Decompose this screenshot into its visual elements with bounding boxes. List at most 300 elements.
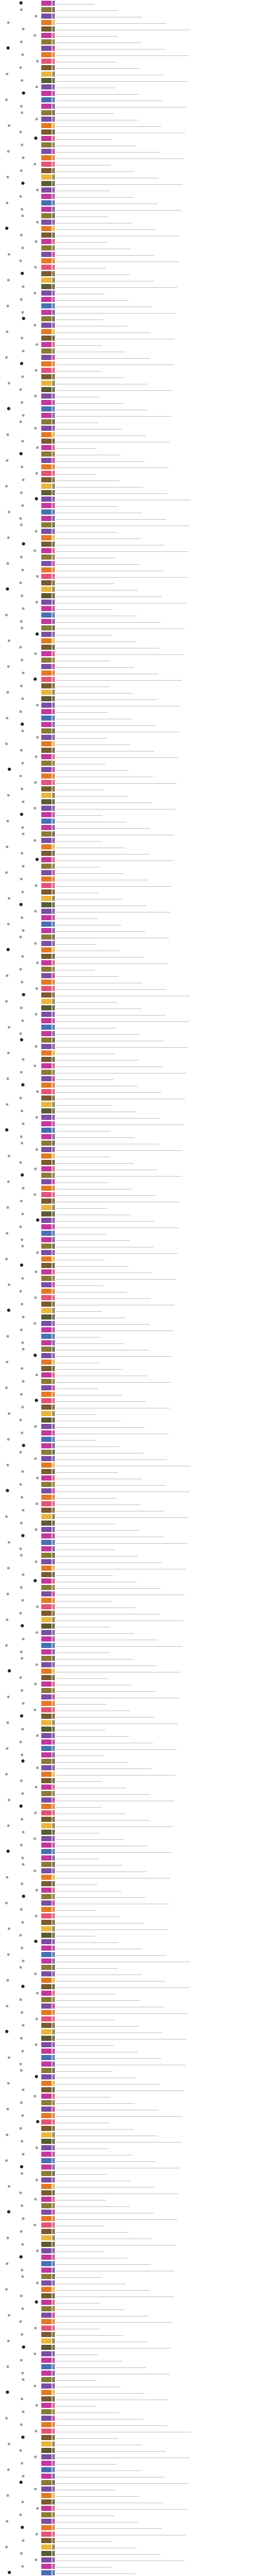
timeline-row[interactable] <box>0 167 278 174</box>
timeline-row[interactable] <box>0 1011 278 1018</box>
timeline-row[interactable] <box>0 2505 278 2512</box>
timeline-row[interactable] <box>0 1765 278 1771</box>
timeline-row[interactable] <box>0 2512 278 2518</box>
timeline-row[interactable] <box>0 721 278 728</box>
timeline-row[interactable] <box>0 399 278 406</box>
timeline-row[interactable] <box>0 927 278 934</box>
timeline-row[interactable] <box>0 1752 278 1758</box>
timeline-row[interactable] <box>0 1443 278 1449</box>
timeline-row[interactable] <box>0 2570 278 2576</box>
timeline-row[interactable] <box>0 1488 278 1494</box>
timeline-row[interactable] <box>0 180 278 187</box>
timeline-row[interactable] <box>0 1037 278 1043</box>
timeline-row[interactable] <box>0 1404 278 1410</box>
timeline-row[interactable] <box>0 1668 278 1674</box>
timeline-row[interactable] <box>0 1938 278 1945</box>
timeline-row[interactable] <box>0 547 278 554</box>
timeline-row[interactable] <box>0 753 278 760</box>
timeline-row[interactable] <box>0 258 278 264</box>
timeline-row[interactable] <box>0 13 278 19</box>
timeline-row[interactable] <box>0 541 278 547</box>
timeline-row[interactable] <box>0 335 278 341</box>
timeline-row[interactable] <box>0 799 278 805</box>
timeline-row[interactable] <box>0 264 278 270</box>
timeline-row[interactable] <box>0 2351 278 2357</box>
timeline-row[interactable] <box>0 213 278 219</box>
timeline-row[interactable] <box>0 1513 278 1520</box>
timeline-row[interactable] <box>0 380 278 386</box>
timeline-row[interactable] <box>0 77 278 84</box>
timeline-row[interactable] <box>0 934 278 940</box>
timeline-row[interactable] <box>0 2531 278 2537</box>
timeline-row[interactable] <box>0 708 278 715</box>
timeline-row[interactable] <box>0 1307 278 1314</box>
timeline-row[interactable] <box>0 605 278 612</box>
timeline-row[interactable] <box>0 509 278 515</box>
timeline-row[interactable] <box>0 2325 278 2331</box>
timeline-row[interactable] <box>0 502 278 509</box>
timeline-row[interactable] <box>0 6 278 13</box>
timeline-row[interactable] <box>0 2035 278 2041</box>
timeline-row[interactable] <box>0 1269 278 1275</box>
timeline-row[interactable] <box>0 1861 278 1868</box>
timeline-row[interactable] <box>0 1681 278 1687</box>
timeline-row[interactable] <box>0 2357 278 2363</box>
timeline-row[interactable] <box>0 1726 278 1732</box>
timeline-row[interactable] <box>0 1803 278 1810</box>
timeline-row[interactable] <box>0 2434 278 2441</box>
timeline-row[interactable] <box>0 747 278 753</box>
timeline-row[interactable] <box>0 2157 278 2164</box>
timeline-row[interactable] <box>0 824 278 831</box>
timeline-row[interactable] <box>0 1462 278 1468</box>
timeline-row[interactable] <box>0 2286 278 2293</box>
timeline-row[interactable] <box>0 882 278 889</box>
timeline-row[interactable] <box>0 438 278 444</box>
timeline-row[interactable] <box>0 908 278 914</box>
timeline-row[interactable] <box>0 2537 278 2544</box>
timeline-row[interactable] <box>0 1739 278 1745</box>
timeline-row[interactable] <box>0 1481 278 1488</box>
timeline-row[interactable] <box>0 921 278 927</box>
timeline-row[interactable] <box>0 1236 278 1243</box>
timeline-row[interactable] <box>0 2164 278 2170</box>
timeline-row[interactable] <box>0 1333 278 1340</box>
timeline-row[interactable] <box>0 2344 278 2351</box>
timeline-row[interactable] <box>0 2029 278 2035</box>
timeline-row[interactable] <box>0 1282 278 1288</box>
timeline-row[interactable] <box>0 386 278 393</box>
timeline-row[interactable] <box>0 1088 278 1095</box>
timeline-row[interactable] <box>0 2280 278 2286</box>
timeline-row[interactable] <box>0 1430 278 1436</box>
timeline-row[interactable] <box>0 444 278 451</box>
timeline-row[interactable] <box>0 2389 278 2396</box>
timeline-row[interactable] <box>0 1359 278 1365</box>
timeline-row[interactable] <box>0 1571 278 1578</box>
timeline-row[interactable] <box>0 1153 278 1159</box>
timeline-row[interactable] <box>0 1790 278 1797</box>
timeline-row[interactable] <box>0 425 278 431</box>
timeline-row[interactable] <box>0 1468 278 1475</box>
timeline-row[interactable] <box>0 2183 278 2190</box>
timeline-row[interactable] <box>0 683 278 689</box>
timeline-row[interactable] <box>0 947 278 953</box>
timeline-row[interactable] <box>0 1990 278 1996</box>
timeline-row[interactable] <box>0 2099 278 2106</box>
timeline-row[interactable] <box>0 1984 278 1990</box>
timeline-row[interactable] <box>0 341 278 348</box>
timeline-row[interactable] <box>0 728 278 734</box>
timeline-row[interactable] <box>0 586 278 592</box>
timeline-row[interactable] <box>0 1874 278 1880</box>
timeline-row[interactable] <box>0 1114 278 1121</box>
timeline-row[interactable] <box>0 419 278 425</box>
timeline-row[interactable] <box>0 2370 278 2376</box>
timeline-row[interactable] <box>0 818 278 824</box>
timeline-row[interactable] <box>0 348 278 354</box>
timeline-row[interactable] <box>0 1539 278 1546</box>
timeline-row[interactable] <box>0 1810 278 1816</box>
timeline-row[interactable] <box>0 831 278 837</box>
timeline-row[interactable] <box>0 1520 278 1526</box>
timeline-row[interactable] <box>0 618 278 625</box>
timeline-row[interactable] <box>0 1636 278 1642</box>
timeline-row[interactable] <box>0 283 278 290</box>
timeline-row[interactable] <box>0 592 278 599</box>
timeline-row[interactable] <box>0 2331 278 2338</box>
timeline-row[interactable] <box>0 483 278 489</box>
timeline-row[interactable] <box>0 2202 278 2209</box>
timeline-row[interactable] <box>0 58 278 64</box>
timeline-row[interactable] <box>0 1211 278 1217</box>
timeline-row[interactable] <box>0 1314 278 1320</box>
timeline-row[interactable] <box>0 309 278 316</box>
timeline-row[interactable] <box>0 1501 278 1507</box>
timeline-row[interactable] <box>0 1063 278 1069</box>
timeline-row[interactable] <box>0 1558 278 1565</box>
timeline-row[interactable] <box>0 638 278 644</box>
timeline-row[interactable] <box>0 1887 278 1893</box>
timeline-row[interactable] <box>0 135 278 142</box>
timeline-row[interactable] <box>0 2041 278 2048</box>
timeline-row[interactable] <box>0 1642 278 1649</box>
timeline-row[interactable] <box>0 238 278 245</box>
timeline-row[interactable] <box>0 1913 278 1919</box>
timeline-row[interactable] <box>0 1977 278 1984</box>
timeline-row[interactable] <box>0 1385 278 1391</box>
timeline-row[interactable] <box>0 1217 278 1224</box>
timeline-row[interactable] <box>0 663 278 670</box>
timeline-row[interactable] <box>0 1352 278 1359</box>
timeline-row[interactable] <box>0 998 278 1005</box>
timeline-row[interactable] <box>0 2428 278 2434</box>
timeline-row[interactable] <box>0 811 278 818</box>
timeline-row[interactable] <box>0 2106 278 2112</box>
timeline-row[interactable] <box>0 528 278 535</box>
timeline-row[interactable] <box>0 2190 278 2196</box>
timeline-row[interactable] <box>0 328 278 335</box>
timeline-row[interactable] <box>0 1771 278 1777</box>
timeline-row[interactable] <box>0 940 278 947</box>
timeline-row[interactable] <box>0 1855 278 1861</box>
timeline-row[interactable] <box>0 1320 278 1327</box>
timeline-row[interactable] <box>0 1288 278 1294</box>
timeline-row[interactable] <box>0 2454 278 2460</box>
timeline-row[interactable] <box>0 1745 278 1752</box>
timeline-row[interactable] <box>0 1494 278 1501</box>
timeline-row[interactable] <box>0 2093 278 2099</box>
timeline-row[interactable] <box>0 895 278 902</box>
timeline-row[interactable] <box>0 1423 278 1430</box>
timeline-row[interactable] <box>0 2145 278 2151</box>
timeline-row[interactable] <box>0 1533 278 1539</box>
timeline-row[interactable] <box>0 515 278 522</box>
timeline-row[interactable] <box>0 914 278 921</box>
timeline-row[interactable] <box>0 2273 278 2280</box>
timeline-row[interactable] <box>0 2499 278 2505</box>
timeline-row[interactable] <box>0 2460 278 2467</box>
timeline-row[interactable] <box>0 869 278 876</box>
timeline-row[interactable] <box>0 2524 278 2531</box>
timeline-row[interactable] <box>0 2112 278 2119</box>
timeline-row[interactable] <box>0 1610 278 1616</box>
timeline-row[interactable] <box>0 1204 278 1211</box>
timeline-row[interactable] <box>0 361 278 367</box>
timeline-row[interactable] <box>0 161 278 167</box>
timeline-row[interactable] <box>0 1604 278 1610</box>
timeline-row[interactable] <box>0 2383 278 2389</box>
timeline-row[interactable] <box>0 599 278 605</box>
timeline-row[interactable] <box>0 979 278 985</box>
timeline-row[interactable] <box>0 1629 278 1636</box>
timeline-row[interactable] <box>0 1101 278 1108</box>
timeline-row[interactable] <box>0 657 278 663</box>
timeline-row[interactable] <box>0 953 278 960</box>
timeline-row[interactable] <box>0 322 278 328</box>
timeline-row[interactable] <box>0 2557 278 2563</box>
timeline-row[interactable] <box>0 1971 278 1977</box>
timeline-row[interactable] <box>0 406 278 412</box>
timeline-row[interactable] <box>0 1146 278 1153</box>
timeline-row[interactable] <box>0 992 278 998</box>
timeline-row[interactable] <box>0 225 278 232</box>
timeline-row[interactable] <box>0 522 278 528</box>
timeline-row[interactable] <box>0 2363 278 2370</box>
timeline-row[interactable] <box>0 2267 278 2273</box>
timeline-row[interactable] <box>0 32 278 39</box>
timeline-row[interactable] <box>0 644 278 650</box>
timeline-row[interactable] <box>0 889 278 895</box>
timeline-row[interactable] <box>0 876 278 882</box>
timeline-row[interactable] <box>0 1713 278 1719</box>
timeline-row[interactable] <box>0 109 278 116</box>
timeline-row[interactable] <box>0 2241 278 2248</box>
timeline-row[interactable] <box>0 1616 278 1623</box>
timeline-row[interactable] <box>0 1449 278 1455</box>
timeline-row[interactable] <box>0 103 278 109</box>
timeline-row[interactable] <box>0 71 278 77</box>
timeline-row[interactable] <box>0 1056 278 1063</box>
timeline-row[interactable] <box>0 496 278 502</box>
timeline-row[interactable] <box>0 2248 278 2254</box>
timeline-row[interactable] <box>0 316 278 322</box>
timeline-row[interactable] <box>0 193 278 200</box>
timeline-row[interactable] <box>0 232 278 238</box>
timeline-row[interactable] <box>0 1655 278 1662</box>
timeline-row[interactable] <box>0 837 278 844</box>
timeline-row[interactable] <box>0 1436 278 1443</box>
timeline-row[interactable] <box>0 1475 278 1481</box>
timeline-row[interactable] <box>0 1005 278 1011</box>
timeline-row[interactable] <box>0 2486 278 2492</box>
timeline-row[interactable] <box>0 567 278 573</box>
timeline-row[interactable] <box>0 1191 278 1198</box>
timeline-row[interactable] <box>0 2299 278 2306</box>
timeline-row[interactable] <box>0 1410 278 1417</box>
timeline-row[interactable] <box>0 122 278 129</box>
timeline-row[interactable] <box>0 470 278 477</box>
timeline-row[interactable] <box>0 296 278 303</box>
timeline-row[interactable] <box>0 431 278 438</box>
timeline-row[interactable] <box>0 766 278 773</box>
timeline-row[interactable] <box>0 2306 278 2312</box>
timeline-row[interactable] <box>0 2473 278 2479</box>
timeline-row[interactable] <box>0 1552 278 1558</box>
timeline-row[interactable] <box>0 1172 278 1179</box>
timeline-row[interactable] <box>0 1900 278 1906</box>
timeline-row[interactable] <box>0 676 278 683</box>
timeline-row[interactable] <box>0 863 278 869</box>
timeline-row[interactable] <box>0 715 278 721</box>
timeline-row[interactable] <box>0 1249 278 1256</box>
timeline-row[interactable] <box>0 2196 278 2202</box>
timeline-row[interactable] <box>0 142 278 148</box>
timeline-row[interactable] <box>0 612 278 618</box>
timeline-row[interactable] <box>0 985 278 992</box>
timeline-row[interactable] <box>0 2376 278 2383</box>
timeline-row[interactable] <box>0 477 278 483</box>
timeline-row[interactable] <box>0 2338 278 2344</box>
timeline-row[interactable] <box>0 1880 278 1887</box>
timeline-row[interactable] <box>0 270 278 277</box>
timeline-row[interactable] <box>0 1391 278 1397</box>
timeline-row[interactable] <box>0 2151 278 2157</box>
timeline-row[interactable] <box>0 844 278 850</box>
timeline-row[interactable] <box>0 850 278 857</box>
timeline-row[interactable] <box>0 2441 278 2447</box>
timeline-row[interactable] <box>0 1848 278 1855</box>
timeline-row[interactable] <box>0 39 278 45</box>
timeline-row[interactable] <box>0 1919 278 1926</box>
timeline-row[interactable] <box>0 1378 278 1385</box>
timeline-row[interactable] <box>0 2009 278 2016</box>
timeline-row[interactable] <box>0 129 278 135</box>
timeline-row[interactable] <box>0 2119 278 2125</box>
timeline-row[interactable] <box>0 1649 278 1655</box>
timeline-row[interactable] <box>0 2421 278 2428</box>
timeline-row[interactable] <box>0 535 278 541</box>
timeline-row[interactable] <box>0 689 278 696</box>
timeline-row[interactable] <box>0 1996 278 2003</box>
timeline-row[interactable] <box>0 2215 278 2222</box>
timeline-row[interactable] <box>0 2402 278 2409</box>
timeline-row[interactable] <box>0 1075 278 1082</box>
timeline-row[interactable] <box>0 786 278 792</box>
timeline-row[interactable] <box>0 702 278 708</box>
timeline-row[interactable] <box>0 2479 278 2486</box>
timeline-row[interactable] <box>0 2016 278 2022</box>
timeline-row[interactable] <box>0 2563 278 2570</box>
timeline-row[interactable] <box>0 554 278 560</box>
timeline-row[interactable] <box>0 1095 278 1101</box>
timeline-row[interactable] <box>0 580 278 586</box>
timeline-row[interactable] <box>0 2550 278 2557</box>
timeline-row[interactable] <box>0 1365 278 1372</box>
timeline-row[interactable] <box>0 1275 278 1282</box>
timeline-row[interactable] <box>0 2228 278 2235</box>
timeline-row[interactable] <box>0 2022 278 2029</box>
timeline-row[interactable] <box>0 290 278 296</box>
timeline-row[interactable] <box>0 277 278 283</box>
timeline-row[interactable] <box>0 116 278 122</box>
timeline-row[interactable] <box>0 650 278 657</box>
timeline-row[interactable] <box>0 1024 278 1030</box>
timeline-row[interactable] <box>0 1797 278 1803</box>
timeline-row[interactable] <box>0 1732 278 1739</box>
timeline-row[interactable] <box>0 97 278 103</box>
timeline-row[interactable] <box>0 2222 278 2228</box>
timeline-row[interactable] <box>0 2138 278 2145</box>
timeline-row[interactable] <box>0 625 278 631</box>
timeline-row[interactable] <box>0 2518 278 2524</box>
timeline-row[interactable] <box>0 1932 278 1938</box>
timeline-row[interactable] <box>0 760 278 766</box>
timeline-row[interactable] <box>0 1397 278 1404</box>
timeline-row[interactable] <box>0 1597 278 1604</box>
timeline-row[interactable] <box>0 2492 278 2499</box>
timeline-row[interactable] <box>0 303 278 309</box>
timeline-row[interactable] <box>0 1578 278 1584</box>
timeline-row[interactable] <box>0 1951 278 1958</box>
timeline-row[interactable] <box>0 631 278 638</box>
timeline-row[interactable] <box>0 2544 278 2550</box>
timeline-row[interactable] <box>0 1301 278 1307</box>
timeline-row[interactable] <box>0 972 278 979</box>
timeline-row[interactable] <box>0 1926 278 1932</box>
timeline-row[interactable] <box>0 457 278 464</box>
timeline-row[interactable] <box>0 1565 278 1571</box>
timeline-row[interactable] <box>0 2293 278 2299</box>
timeline-row[interactable] <box>0 696 278 702</box>
timeline-row[interactable] <box>0 1784 278 1790</box>
timeline-row[interactable] <box>0 734 278 741</box>
timeline-row[interactable] <box>0 45 278 52</box>
timeline-row[interactable] <box>0 2235 278 2241</box>
timeline-row[interactable] <box>0 1719 278 1726</box>
timeline-row[interactable] <box>0 2074 278 2080</box>
timeline-row[interactable] <box>0 412 278 419</box>
timeline-row[interactable] <box>0 393 278 399</box>
timeline-row[interactable] <box>0 1707 278 1713</box>
timeline-row[interactable] <box>0 1662 278 1668</box>
timeline-row[interactable] <box>0 2067 278 2074</box>
timeline-row[interactable] <box>0 1777 278 1784</box>
timeline-row[interactable] <box>0 573 278 580</box>
timeline-row[interactable] <box>0 2177 278 2183</box>
timeline-row[interactable] <box>0 2415 278 2421</box>
timeline-row[interactable] <box>0 155 278 161</box>
